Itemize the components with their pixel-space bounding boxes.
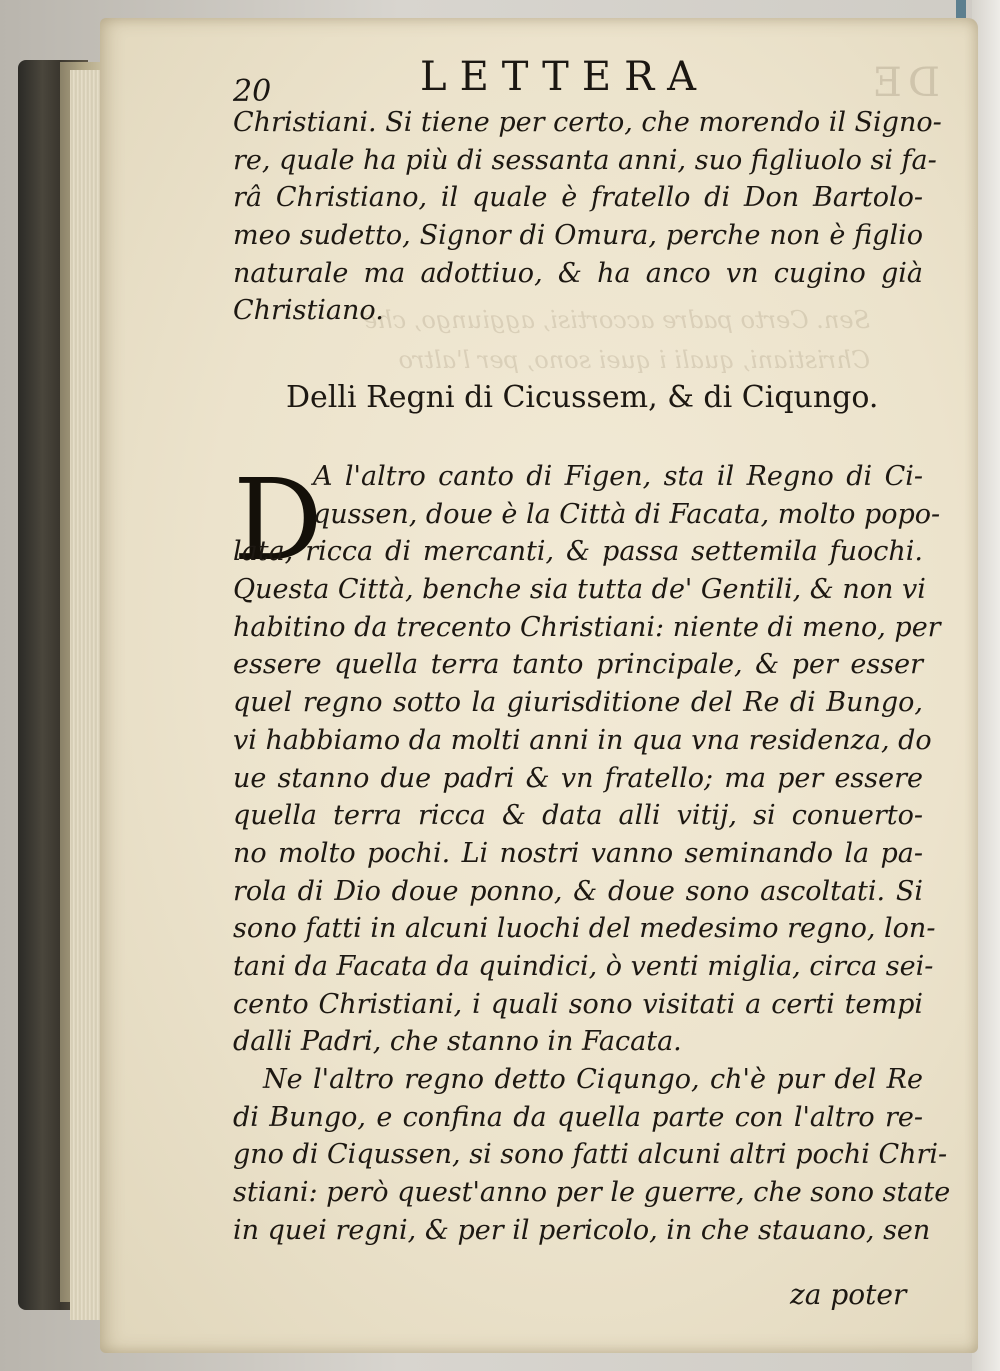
text-line: Ne l'altro regno detto Ciqungo, ch'è pur del Re	[263, 1064, 923, 1095]
text-line: râ Christiano, il quale è fratello di Don Bartolo-	[233, 182, 923, 214]
show-through-heading: DE	[866, 60, 940, 106]
text-line: sono fatti in alcuni luochi del medesimo regno, lon-	[233, 913, 936, 945]
text-line: quella terra ricca & data alli vitij, si conuerto-	[233, 800, 923, 832]
text-line: rola di Dio doue ponno, & doue sono ascoltati. Si	[233, 875, 923, 907]
text-line: ue stanno due padri & vn fratello; ma per essere	[233, 762, 923, 794]
text-line: Christiano.	[233, 295, 384, 327]
paragraph-1	[233, 458, 951, 1249]
text-line: stiani: però quest'anno per le guerre, che sono state	[233, 1177, 951, 1209]
top-text-block	[233, 104, 942, 330]
text-line: naturale ma adottiuo, & ha anco vn cugino già	[233, 257, 923, 289]
text-line: Christiani. Si tiene per certo, che morendo il Signo-	[233, 107, 942, 138]
section-heading: Delli Regni di Cicussem, & di Ciqungo.	[286, 380, 879, 415]
text-line: no molto pochi. Li nostri vanno seminando la pa-	[233, 837, 923, 869]
text-line: essere quella terra tanto principale, & per esser	[233, 649, 923, 681]
text-line: quel regno sotto la giurisditione del Re di Bungo,	[233, 687, 923, 719]
text-line: habitino da trecento Christiani: niente di meno, per	[233, 611, 941, 643]
text-line: re, quale ha più di sessanta anni, suo figliuolo si fa-	[233, 144, 937, 176]
text-line: in quei regni, & per il pericolo, in che stauano, sen	[233, 1214, 931, 1246]
text-line: tani da Facata da quindici, ò venti miglia, circa sei-	[233, 950, 934, 982]
text-line: dalli Padri, che stanno in Facata.	[233, 1026, 682, 1058]
drop-cap: D	[233, 456, 323, 586]
text-line: gno di Ciqussen, si sono fatti alcuni altri pochi Chri-	[233, 1139, 948, 1171]
text-line: vi habbiamo da molti anni in qua vna residenza, do	[233, 724, 932, 756]
text-line: cento Christiani, i quali sono visitati a certi tempi	[233, 988, 923, 1020]
text-line: qussen, doue è la Città di Facata, molto popo-	[313, 498, 941, 530]
text-line: Questa Città, benche sia tutta de' Gentili, & non vi	[233, 574, 926, 606]
text-line: A l'altro canto di Figen, sta il Regno di Ci-	[313, 461, 923, 492]
running-head: LETTERA	[420, 54, 710, 100]
page-number: 20	[233, 74, 272, 109]
catchword: za poter	[790, 1278, 907, 1311]
text-line: di Bungo, e confina da quella parte con l'altro re-	[233, 1101, 923, 1133]
text-line: meo sudetto, Signor di Omura, perche non è figlio	[233, 220, 923, 252]
text-line: lata, ricca di mercanti, & passa settemila fuochi.	[233, 536, 923, 568]
